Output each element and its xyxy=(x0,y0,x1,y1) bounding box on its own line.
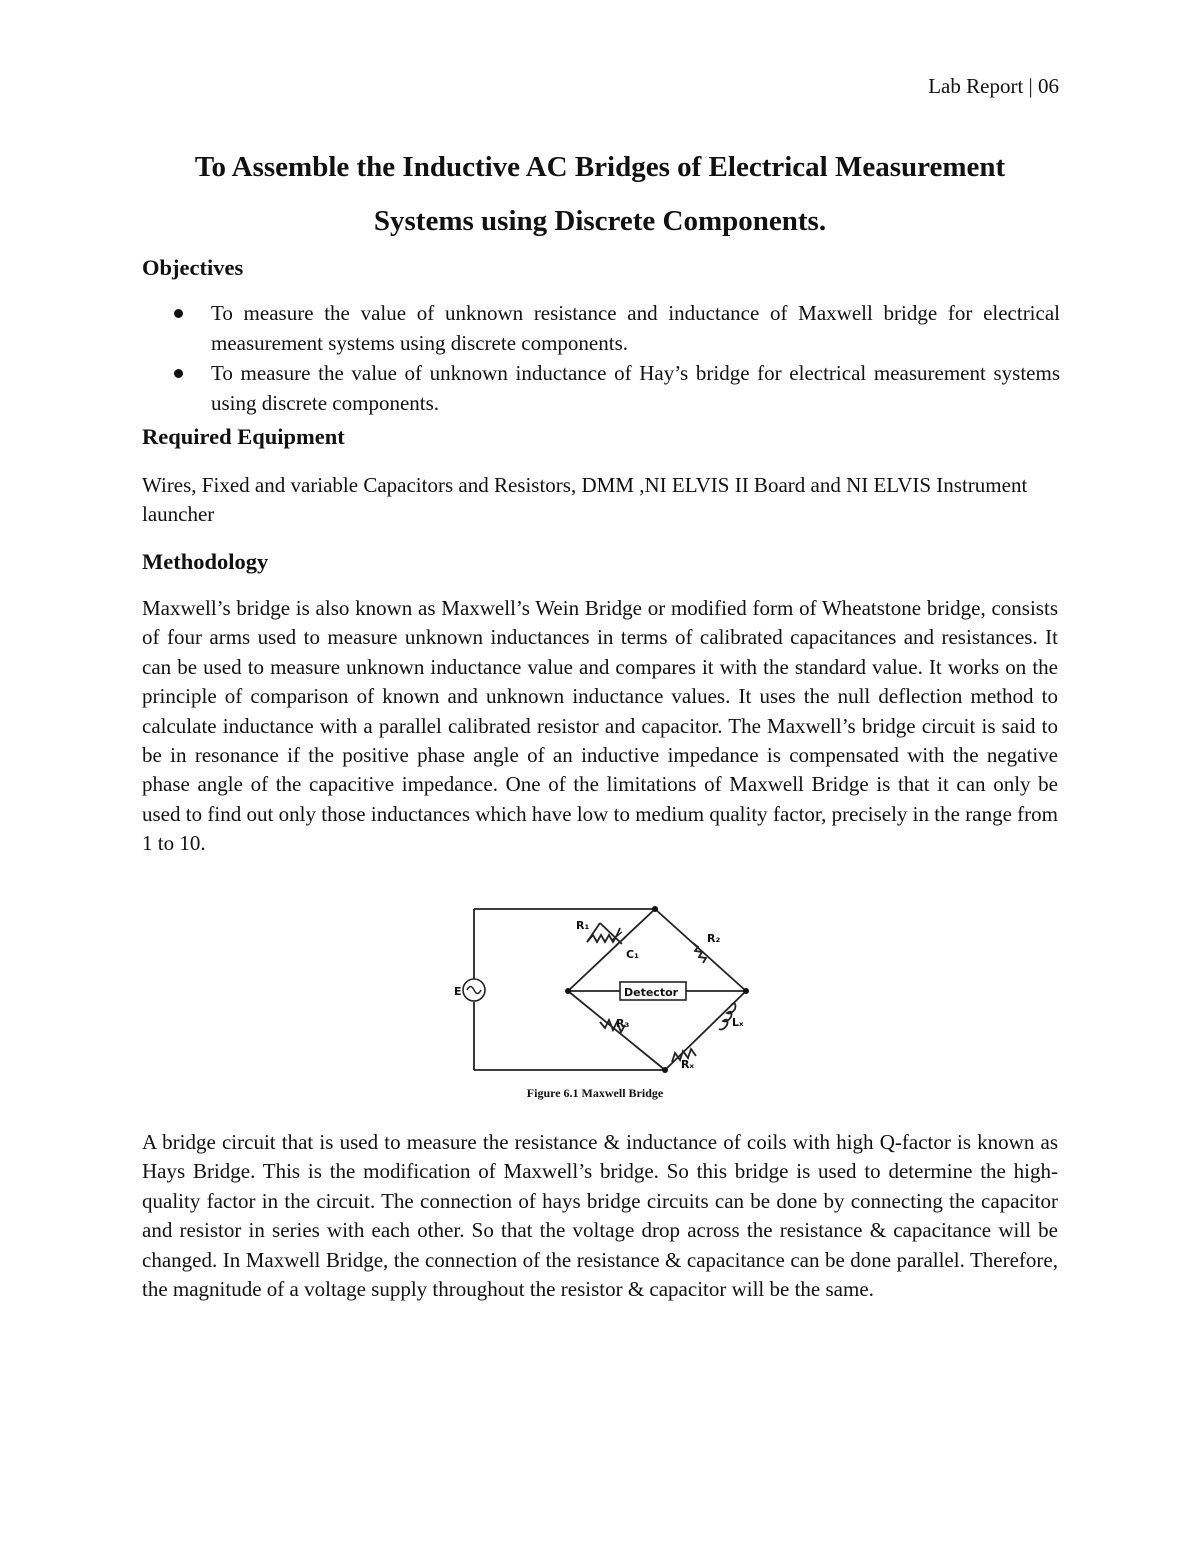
title-line-1: To Assemble the Inductive AC Bridges of Electrical Measurement xyxy=(194,151,1006,183)
methodology-heading: Methodology xyxy=(142,549,269,574)
objective-text: To measure the value of unknown resistance and inductance of Maxwell bridge for electrical measurement systems using discrete components. xyxy=(211,301,1060,355)
list-item xyxy=(142,358,1060,418)
objectives-list xyxy=(142,298,1060,418)
maxwell-bridge-diagram xyxy=(450,902,752,1102)
equipment-heading: Required Equipment xyxy=(142,424,345,449)
document-title xyxy=(100,140,1100,248)
bullet-icon xyxy=(174,309,183,318)
r2-label: R₂ xyxy=(707,932,721,945)
methodology-paragraph-1: Maxwell’s bridge is also known as Maxwell’s Wein Bridge or modified form of Wheatstone bridge, consists of four arms used to measure unknown inductances in terms of calibrated capacitances and resistances. It can be used to measure unknown inductance value and compares it with the standard value. It works on the principle of comparison of known and unknown inductance values. It uses the null deflection method to calculate inductance with a parallel calibrated resistor and capacitor. The Maxwell’s bridge circuit is said to be in resonance if the positive phase angle of an inductive impedance is compensated with the negative phase angle of the capacitive impedance. One of the limitations of Maxwell Bridge is that it can only be used to find out only those inductances which have low to medium quality factor, precisely in the range from 1 to 10. xyxy=(142,596,1058,856)
page-header: Lab Report | 06 xyxy=(928,74,1059,98)
r1-label: R₁ xyxy=(576,919,590,932)
rx-label: Rₓ xyxy=(681,1058,695,1071)
c1-label: C₁ xyxy=(626,948,639,961)
lx-label: Lₓ xyxy=(732,1016,744,1029)
list-item xyxy=(142,298,1060,358)
objective-text: To measure the value of unknown inductance of Hay’s bridge for electrical measurement systems using discrete components. xyxy=(211,361,1060,415)
bullet-icon xyxy=(174,369,183,378)
objectives-heading: Objectives xyxy=(142,255,244,280)
title-line-2: Systems using Discrete Components. xyxy=(373,205,827,237)
equipment-text: Wires, Fixed and variable Capacitors and Resistors, DMM ,NI ELVIS II Board and NI ELVIS Instrument launcher xyxy=(142,473,1028,527)
methodology-paragraph-2: A bridge circuit that is used to measure the resistance & inductance of coils with high Q-factor is known as Hays Bridge. This is the modification of Maxwell’s bridge. So this bridge is used to determine the high-quality factor in the circuit. The connection of hays bridge circuits can be done by connecting the capacitor and resistor in series with each other. So that the voltage drop across the resistance & capacitance will be changed. In Maxwell Bridge, the connection of the resistance & capacitance can be done parallel. Therefore, the magnitude of a voltage supply throughout the resistor & capacitor will be the same. xyxy=(142,1130,1058,1302)
r3-label: R₃ xyxy=(616,1017,630,1030)
detector-label: Detector xyxy=(624,986,679,999)
source-label: E xyxy=(454,985,462,998)
figure-caption: Figure 6.1 Maxwell Bridge xyxy=(526,1086,664,1100)
